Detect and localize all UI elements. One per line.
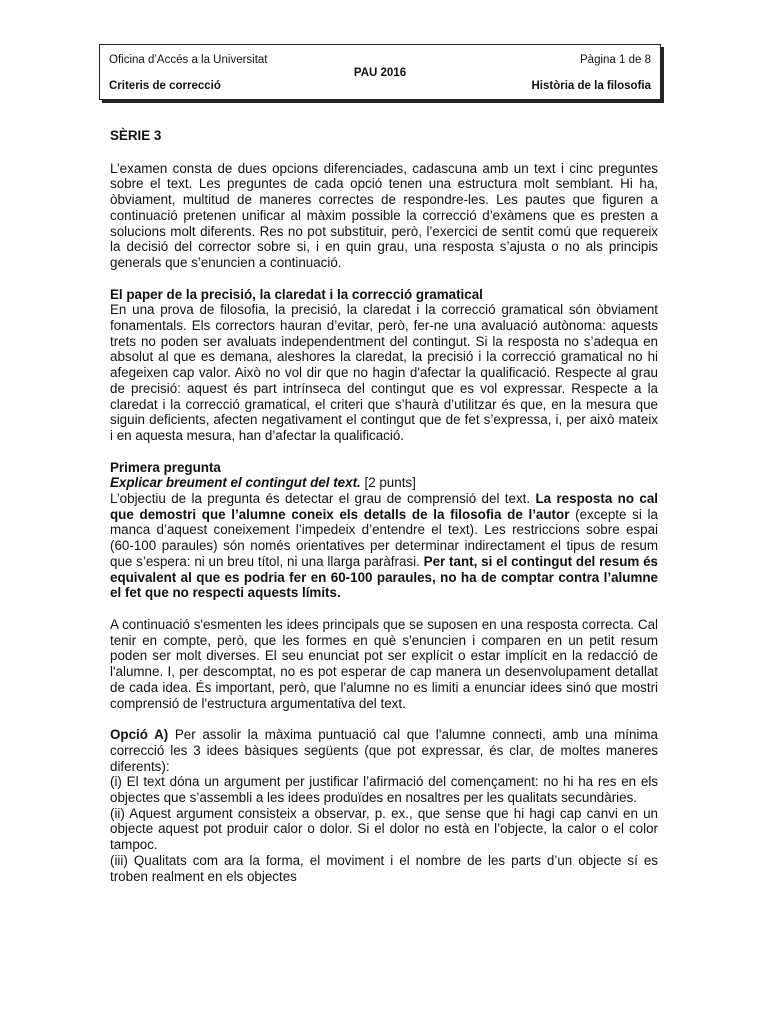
option-a-idea-3: (iii) Qualitats com ara la forma, el moviment i el nombre de les parts d’un objecte sí es troben realment en els objectes xyxy=(110,852,658,884)
criteria-label: Criteris de correcció xyxy=(109,80,221,92)
q1-p1-part-c: (excepte si la manca d’aquest coneixement l’impedeix d’entendre el text). Les restriccions sobre espai (60-100 paraules) són només orientatives per determinar indirectament el tipus de resum que s’espera: ni un breu títol, ni una llarga paràfrasi. xyxy=(110,506,658,569)
page-number: Pàgina 1 de 8 xyxy=(580,54,651,66)
precision-heading: El paper de la precisió, la claredat i la correcció gramatical xyxy=(110,286,483,302)
question1-paragraph1 xyxy=(110,491,658,601)
question1-task-text: Explicar breument el contingut del text. xyxy=(110,475,361,491)
question1-paragraph2: A continuació s'esmenten les idees principals que se suposen en una resposta correcta. Cal tenir en compte, però, que les formes en què s'enuncien i comparen en un petit resum poden ser molt diverses. El seu enunciat pot ser explícit o estar implícit en la redacció de l'alumne. I, per descomptat, no es pot esperar de cap manera un desenvolupament detallat de cada idea. És important, però, que l'alumne no es limiti a enunciar idees sinó que mostri comprensió de l'estructura argumentativa del text. xyxy=(110,616,658,711)
option-a-intro-text: Per assolir la màxima puntuació cal que l’alumne connecti, amb una mínima correcció les 3 idees bàsiques següents (que pot expressar, és clar, de moltes maneres diferents): xyxy=(110,727,658,774)
option-a-intro xyxy=(110,727,658,774)
intro-paragraph: L’examen consta de dues opcions diferenciades, cadascuna amb un text i cinc preguntes sobre el text. Les preguntes de cada opció tenen una estructura molt semblant. Hi ha, òbviament, multitud de maneres correctes de respondre-les. Les pautes que figuren a continuació pretenen unificar al màxim possible la correcció d’exàmens que es presten a solucions molt diferents. Res no pot substituir, però, l’exercici de sentit comú que requereix la decisió del corrector sobre si, i en quin grau, una resposta s’ajusta o no als principis generals que s’enuncien a continuació. xyxy=(110,160,658,270)
office-name: Oficina d’Accés a la Universitat xyxy=(109,54,268,66)
exam-year: PAU 2016 xyxy=(353,67,407,79)
q1-p1-part-d: Per tant, si el contingut del resum és equivalent al que es podria fer en 60-100 paraules, no ha de comptar contra l’alumne el fet que no respecti aquests límits. xyxy=(110,553,658,601)
precision-paragraph: En una prova de filosofia, la precisió, la claredat i la correcció gramatical són òbviament fonamentals. Els correctors hauran d’evitar, però, fer-ne una avaluació autònoma: aquests trets no poden ser avaluats independentment del contingut. Si la resposta no s’adequa en absolut al que es demana, aleshores la claredat, la precisió i la correcció gramatical no hi afegeixen cap valor. Això no vol dir que no hagin d'afectar la qualificació. Respecte al grau de precisió: aquest és part intrínseca del contingut que es vol expressar. Respecte a la claredat i la correcció gramatical, el criteri que s’haurà d’utilitzar és que, en la mesura que siguin deficients, afecten negativament el contingut que de fet s’expressa, i, per això mateix i en aquesta mesura, han d’afectar la qualificació. xyxy=(110,302,658,443)
option-a-idea-1: (i) El text dóna un argument per justificar l’afirmació del començament: no hi ha res en els objectes que s’assembli a les idees produïdes en nosaltres per les qualitats secundàries. xyxy=(110,774,658,806)
option-a-label: Opció A) xyxy=(110,727,169,743)
q1-p1-part-b: La resposta no cal que demostri que l’alumne coneix els detalls de la filosofia de l’autor xyxy=(110,491,658,522)
option-a-idea-2: (ii) Aquest argument consisteix a observar, p. ex., que sense que hi hagi cap canvi en un objecte aquest pot produir calor o dolor. Si el dolor no està en l’objecte, la calor o el color tampoc. xyxy=(110,805,658,853)
question1-points: [2 punts] xyxy=(360,475,416,491)
q1-p1-part-a: L’objectiu de la pregunta és detectar el grau de comprensió del text. xyxy=(110,491,536,507)
series-title: SÈRIE 3 xyxy=(110,128,162,143)
subject-name: Història de la filosofia xyxy=(531,80,651,92)
page-header xyxy=(99,44,661,100)
question1-task xyxy=(110,475,658,491)
question1-heading: Primera pregunta xyxy=(110,459,221,475)
document-body xyxy=(110,128,658,884)
